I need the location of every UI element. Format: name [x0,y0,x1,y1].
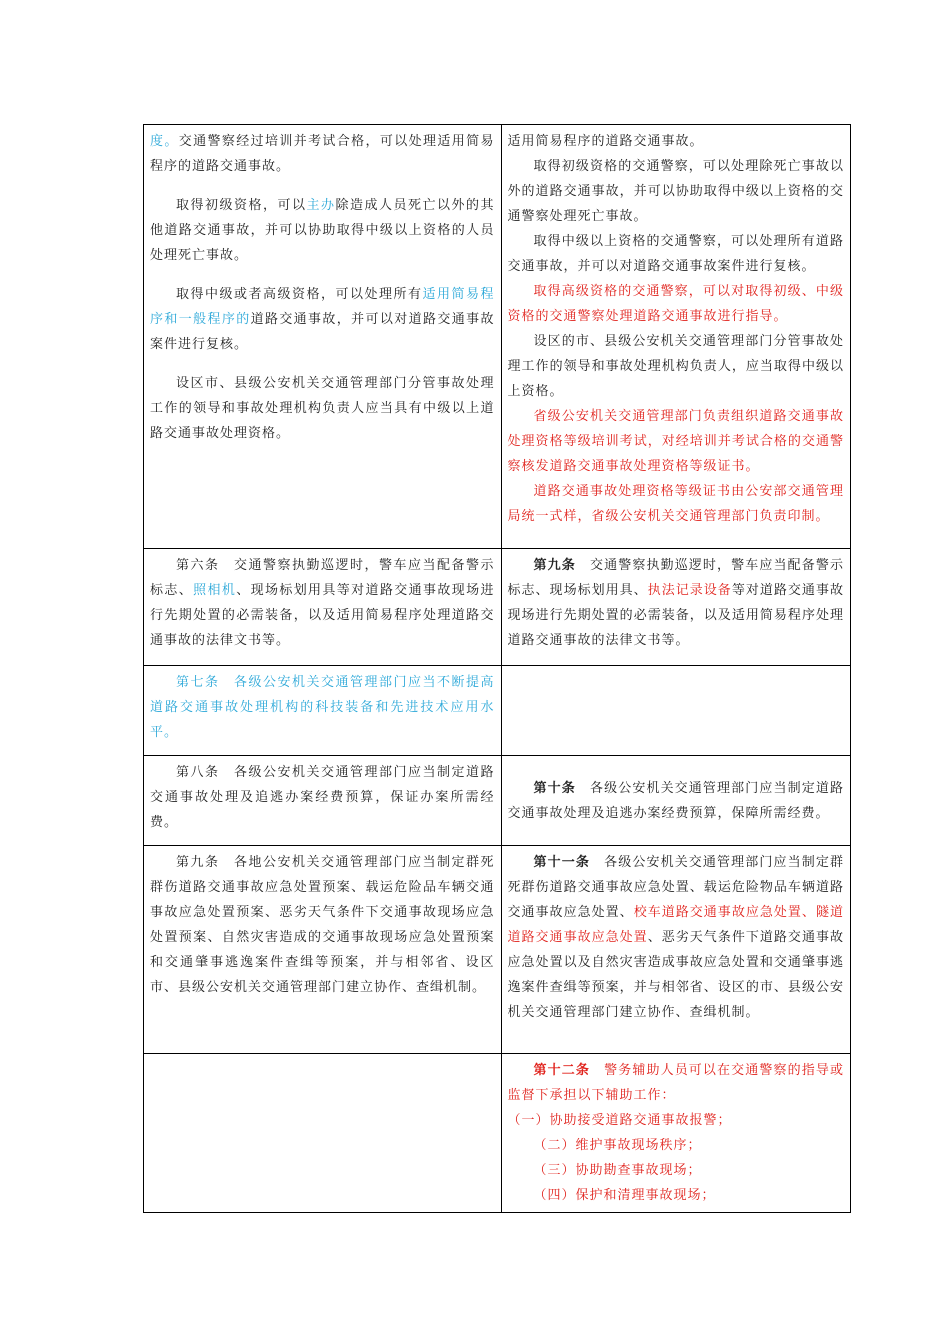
text-run: 交通警察执勤巡逻时，警车应当配备警示标志、现场标划用具、 [507,558,844,598]
list-item: （二）维护事故现场秩序； [533,1138,702,1153]
text-run: 、现场标划用具等对道路交通事故现场进行先期处置的必需装备，以及适用简易程序处理道路交通事故的法律文书等。 [150,583,495,648]
old-text-cell [144,666,502,756]
table-row [144,846,851,1054]
paragraph [508,279,845,329]
text-run: 适用简易程序和一般程序的 [150,287,495,327]
paragraph [508,129,845,154]
text-run: 各级公安机关交通管理部门应当制定道路交通事故处理及追逃办案经费预算，保障所需经费。 [507,781,844,821]
table-row [144,125,851,549]
article-12-new [508,1058,845,1108]
text-run: 第七条 各级公安机关交通管理部门应当不断提高道路交通事故处理机构的科技装备和先进技术应用水平。 [150,675,495,740]
text-run: 照相机 [193,583,237,598]
text-run: 取得初级资格，可以 [176,198,307,213]
text-run: 警务辅助人员可以在交通警察的指导或监督下承担以下辅助工作： [507,1063,844,1103]
text-run: 第十条 [533,781,576,796]
text-run: 执法记录设备 [647,583,732,598]
paragraph [150,129,495,179]
article-8-old [150,760,495,835]
text-run: 等对道路交通事故现场进行先期处置的必需装备，以及适用简易程序处理道路交通事故的法律文书等。 [507,583,844,648]
old-text-cell [144,846,502,1054]
text-run: 道路交通事故处理资格等级证书由公安部交通管理局统一式样，省级公安机关交通管理部门负责印制。 [507,484,844,524]
text-run: 校车道路交通事故应急处置、隧道道路交通事故应急处置 [507,905,844,945]
empty-cell [501,666,851,756]
article-10-new [508,776,845,826]
text-run: 度。 [150,134,179,149]
text-run: 第九条 [533,558,576,573]
text-run: 除造成人员死亡以外的其他道路交通事故，并可以协助取得中级以上资格的人员处理死亡事故。 [150,198,495,263]
table-row [144,1054,851,1213]
table-row [144,666,851,756]
list-item: （一）协助接受道路交通事故报警； [507,1113,732,1128]
new-text-cell [501,756,851,846]
paragraph [508,229,845,279]
article-11-new [508,850,845,1025]
old-text-cell [144,549,502,666]
text-run: 道路交通事故，并可以对道路交通事故案件进行复核。 [150,312,495,352]
paragraph [508,329,845,404]
article-9-old [150,850,495,1000]
text-run: 取得初级资格的交通警察，可以处理除死亡事故以外的道路交通事故，并可以协助取得中级以上资格的交通警察处理死亡事故。 [507,159,844,224]
paragraph [150,371,495,446]
table-row [144,549,851,666]
article-7-old [150,670,495,745]
text-run: 取得中级或者高级资格，可以处理所有 [176,287,423,302]
old-text-cell [144,125,502,549]
list-item: （三）协助勘查事故现场； [533,1163,702,1178]
text-run: 交通警察经过培训并考试合格，可以处理适用简易程序的道路交通事故。 [150,134,495,174]
text-run: 各级公安机关交通管理部门应当制定群死群伤道路交通事故应急处置、载运危险物品车辆道路交通事故应急处置、 [507,855,844,920]
new-text-cell [501,846,851,1054]
empty-cell [144,1054,502,1213]
paragraph [150,193,495,268]
comparison-table [143,124,851,1213]
text-run: 、恶劣天气条件下道路交通事故应急处置以及自然灾害造成事故应急处置和交通肇事逃逸案件查缉等预案，并与相邻省、设区的市、县级公安机关交通管理部门建立协作、查缉机制。 [507,930,844,1020]
paragraph [508,479,845,529]
new-text-cell [501,1054,851,1213]
text-run: 设区的市、县级公安机关交通管理部门分管事故处理工作的领导和事故处理机构负责人，应当取得中级以上资格。 [507,334,844,399]
table-row [144,756,851,846]
paragraph [508,154,845,229]
text-run: 省级公安机关交通管理部门负责组织道路交通事故处理资格等级培训考试，对经培训并考试合格的交通警察核发道路交通事故处理资格等级证书。 [507,409,844,474]
text-run: 第十二条 [533,1063,590,1078]
text-run: 第六条 交通警察执勤巡逻时，警车应当配备警示标志、 [150,558,495,598]
article-6-old [150,553,495,653]
text-run: 主办 [306,198,336,213]
paragraph [508,404,845,479]
new-text-cell [501,125,851,549]
text-run: 第九条 各地公安机关交通管理部门应当制定群死群伤道路交通事故应急处置预案、载运危险品车辆交通事故应急处置预案、恶劣天气条件下交通事故现场应急处置预案、自然灾害造成的交通事故现场应急处置预案和交通肇事逃逸案件查缉等预案，并与相邻省、设区市、县级公安机关交通管理部门建立协作、查缉机制。 [150,855,495,995]
paragraph [150,282,495,357]
text-run: 设区市、县级公安机关交通管理部门分管事故处理工作的领导和事故处理机构负责人应当具有中级以上道路交通事故处理资格。 [150,376,495,441]
article-9-new [508,553,845,653]
text-run: 第八条 各级公安机关交通管理部门应当制定道路交通事故处理及追逃办案经费预算，保证办案所需经费。 [150,765,495,830]
new-text-cell [501,549,851,666]
list-item: （四）保护和清理事故现场； [533,1188,716,1203]
text-run: 适用简易程序的道路交通事故。 [507,134,704,149]
text-run: 取得中级以上资格的交通警察，可以处理所有道路交通事故，并可以对道路交通事故案件进行复核。 [507,234,844,274]
text-run: 取得高级资格的交通警察，可以对取得初级、中级资格的交通警察处理道路交通事故进行指导。 [507,284,844,324]
text-run: 第十一条 [533,855,590,870]
old-text-cell [144,756,502,846]
